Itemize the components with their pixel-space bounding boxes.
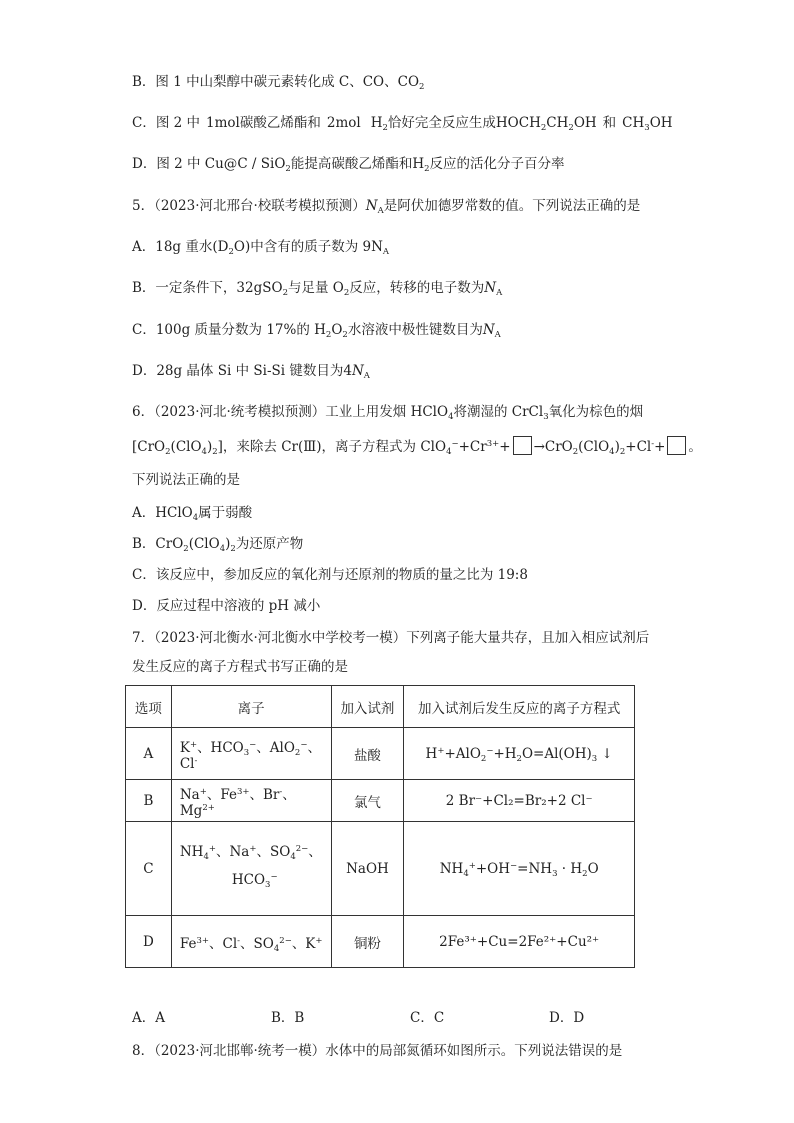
q7-option-d: D．D <box>549 1010 585 1026</box>
table-header: 加入试剂后发生反应的离子方程式 <box>404 686 635 728</box>
q6-stem-line3: 下列说法正确的是 <box>132 472 240 488</box>
q6-option-b: B．$CrO_2(ClO_4)_2$为还原产物 <box>132 536 304 554</box>
q7-option-b: B．B <box>271 1010 305 1026</box>
table-row <box>126 822 635 916</box>
blank-box-1 <box>513 436 532 455</box>
q8-stem: 8．（2023·河北邯郸·统考一模）水体中的局部氮循环如图所示。下列说法错误的是 <box>132 1043 623 1059</box>
reagent-cell: 盐酸 <box>331 728 404 780</box>
reagent-cell: NaOH <box>331 822 404 916</box>
blank-box-2 <box>667 436 686 455</box>
q6-option-d: D．反应过程中溶液的 pH 减小 <box>132 598 321 614</box>
q6-stem-line1: 6．（2023·河北·统考模拟预测）工业上用发烟 HClO$_4$将潮湿的 CrCl$_3$氧化为棕色的烟 <box>132 404 644 422</box>
ions-cell: $Fe^{3+}$、Cl-、$SO_4^{2-}$、K+ <box>171 916 331 968</box>
option-cell: C <box>126 822 172 916</box>
q7-stem-line2: 发生反应的离子方程式书写正确的是 <box>132 659 348 675</box>
q6-option-c: C．该反应中，参加反应的氧化剂与还原剂的物质的量之比为 19:8 <box>132 567 528 583</box>
table-row <box>126 728 635 780</box>
q7-options <box>132 1008 688 1028</box>
reagent-cell: 氯气 <box>331 780 404 822</box>
q4-option-c: C．图 2 中 1mol碳酸乙烯酯和 2mol $H_2$恰好完全反应生成$HOCH_2CH_2OH$ 和 $CH_3OH$ <box>132 115 673 133</box>
ions-cell: $NH_4^+$、Na+、$SO_4^{2-}$、 $HCO_3^-$ <box>171 822 331 916</box>
equation-cell: 2 Br⁻+Cl₂=Br₂+2 Cl⁻ <box>404 780 635 822</box>
reagent-cell: 铜粉 <box>331 916 404 968</box>
q5-option-a: A．18g 重水$(D_2O)$中含有的质子数为 $9N_A$ <box>132 239 390 257</box>
table-row <box>126 780 635 822</box>
equation-cell: 2Fe³⁺+Cu=2Fe²⁺+Cu²⁺ <box>404 916 635 968</box>
q5-option-d: D．28g 晶体 Si 中 Si-Si 键数目为$4N_A$ <box>132 363 370 381</box>
table-header: 选项 <box>126 686 172 728</box>
q7-stem-line1: 7．（2023·河北衡水·河北衡水中学校考一模）下列离子能大量共存，且加入相应试剂后 <box>132 630 650 646</box>
q5-option-b: B．一定条件下，32gSO$_2$与足量 $O_2$反应，转移的电子数为$N_A$ <box>132 280 503 298</box>
option-cell: D <box>126 916 172 968</box>
ions-cell: K+、$HCO_3^-$、AlO$_2$−、Cl- <box>171 728 331 780</box>
q4-option-b: B．图 1 中山梨醇中碳元素转化成 C、CO、$CO_2$ <box>132 74 425 92</box>
table-header-row <box>126 686 635 728</box>
q6-stem-line2: $[CrO_2(ClO_4)_2]$，来除去 Cr(Ⅲ)，离子方程式为 $ClO_4^-+Cr^{3+}+ \to CrO_2(ClO_4)_2+Cl^-+$ 。 <box>132 436 702 457</box>
q7-option-c: C．C <box>410 1010 445 1026</box>
table-row <box>126 916 635 968</box>
option-cell: B <box>126 780 172 822</box>
ion-table <box>125 685 635 968</box>
q4-option-d: D．图 2 中 Cu@C / SiO$_2$能提高碳酸乙烯酯和$H_2$反应的活化分子百分率 <box>132 156 565 174</box>
q5-option-c: C．100g 质量分数为 17%的 $H_2O_2$水溶液中极性键数目为$N_A$ <box>132 322 501 340</box>
equation-cell: $NH_4^++OH^-=NH_3 \cdot H_2O$ <box>404 822 635 916</box>
table-header: 离子 <box>171 686 331 728</box>
option-cell: A <box>126 728 172 780</box>
table-header: 加入试剂 <box>331 686 404 728</box>
equation-cell: $H^++AlO_2^-+H_2O=Al(OH)_3$ ↓ <box>404 728 635 780</box>
q6-option-a: A．HClO$_4$属于弱酸 <box>132 505 253 523</box>
q5-stem: 5．（2023·河北邢台·校联考模拟预测）$N_A$是阿伏加德罗常数的值。下列说法正确的是 <box>132 198 641 216</box>
ions-cell: Na+、$Fe^{3+}$、Br-、$Mg^{2+}$ <box>171 780 331 822</box>
q7-option-a: A．A <box>132 1010 165 1026</box>
